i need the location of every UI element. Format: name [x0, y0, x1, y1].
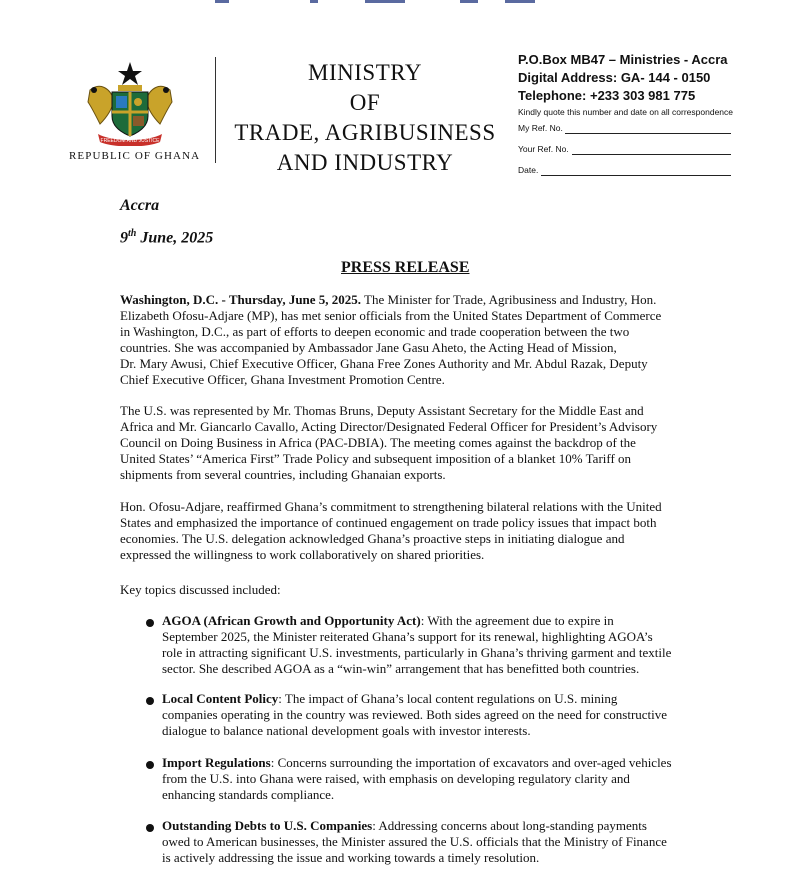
- date-suffix: th: [128, 228, 137, 239]
- text-line: in Washington, D.C., as part of efforts to deepen economic and trade cooperation between the two: [120, 324, 630, 339]
- digital-address: Digital Address: GA- 144 - 0150: [518, 70, 711, 85]
- text-line: expressed the willingness to work collaboratively on shared priorities.: [120, 547, 485, 562]
- bullet-icon: [146, 697, 154, 705]
- date-line: [541, 175, 731, 176]
- paragraph-1: [120, 292, 694, 388]
- text-line: : With the agreement due to expire in: [420, 613, 614, 628]
- bullet-icon: [146, 619, 154, 627]
- text-line: sector. She described AGOA as a “win-win” arrangement that has benefitted both countries.: [162, 661, 640, 676]
- ghana-coat-of-arms-icon: [82, 60, 178, 146]
- ministry-line: AND INDUSTRY: [276, 150, 454, 175]
- text-line: September 2025, the Minister reiterated Ghana’s support for its renewal, highlighting AGOA’s: [162, 629, 653, 644]
- key-topics-intro: Key topics discussed included:: [120, 582, 281, 597]
- text-line: Council on Doing Business in Africa (PAC-DBIA). The meeting comes against the backdrop of the: [120, 435, 636, 450]
- letter-date: [120, 228, 213, 247]
- bullet-title: AGOA (African Growth and Opportunity Act): [162, 613, 421, 628]
- text-line: Hon. Ofosu-Adjare, reaffirmed Ghana’s commitment to strengthening bilateral relations with the United: [120, 499, 662, 514]
- quote-note: Kindly quote this number and date on all correspondence: [518, 107, 734, 117]
- header-divider: [215, 57, 216, 163]
- bullet-item-local-content: [162, 691, 694, 739]
- scan-edge-marks: [215, 0, 545, 4]
- bullet-icon: [146, 761, 154, 769]
- bullet-title: Outstanding Debts to U.S. Companies: [162, 818, 373, 833]
- your-ref-label: Your Ref. No.: [518, 144, 569, 154]
- text-line: United States’ “America First” Trade Policy and subsequent imposition of a blanket 10% Tariff on: [120, 451, 632, 466]
- your-ref-line: [572, 154, 731, 155]
- republic-label: REPUBLIC OF GHANA: [69, 150, 201, 162]
- text-line: Africa and Mr. Giancarlo Cavallo, Acting Director/Designated Federal Officer for President’s Advisory: [120, 419, 658, 434]
- text-line: States and emphasized the importance of continued engagement on trade policy issues that impact both: [120, 515, 657, 530]
- text-line: Dr. Mary Awusi, Chief Executive Officer, Ghana Free Zones Authority and Mr. Abdul Razak, Deputy: [120, 356, 648, 371]
- text-line: role in attracting significant U.S. investments, particularly in Ghana’s thriving garment and textile: [162, 645, 672, 660]
- ministry-line: OF: [349, 90, 381, 115]
- text-line: : The impact of Ghana’s local content regulations on U.S. mining: [278, 691, 618, 706]
- bullet-title: Local Content Policy: [162, 691, 279, 706]
- ministry-line: TRADE, AGRIBUSINESS: [234, 120, 496, 145]
- text-line: enhancing standards compliance.: [162, 787, 335, 802]
- text-line: economies. The U.S. delegation acknowledged Ghana’s proactive steps in initiating dialogue and: [120, 531, 625, 546]
- my-ref-label: My Ref. No.: [518, 123, 563, 133]
- text-line: owed to American businesses, the Minister assured the U.S. officials that the Ministry of Finance: [162, 834, 667, 849]
- press-release-title: PRESS RELEASE: [341, 259, 470, 276]
- place: Accra: [120, 197, 160, 214]
- my-ref-line: [565, 133, 731, 134]
- contact-block: [518, 51, 750, 119]
- date-day: 9: [120, 229, 128, 247]
- dateline: Washington, D.C. - Thursday, June 5, 2025.: [120, 292, 362, 307]
- bullet-item-outstanding-debts: [162, 818, 694, 866]
- text-line: Chief Executive Officer, Ghana Investment Promotion Centre.: [120, 372, 445, 387]
- text-line: Elizabeth Ofosu-Adjare (MP), has met senior officials from the United States Department of Commerce: [120, 308, 662, 323]
- text-line: from the U.S. into Ghana were raised, with emphasis on developing regulatory clarity and: [162, 771, 630, 786]
- text-line: : Addressing concerns about long-standing payments: [372, 818, 647, 833]
- bullet-item-agoa: [162, 613, 694, 677]
- ministry-line: MINISTRY: [308, 60, 422, 85]
- text-line: The Minister for Trade, Agribusiness and Industry, Hon.: [361, 292, 657, 307]
- text-line: companies operating in the country was reviewed. Both sides agreed on the need for constructive: [162, 707, 668, 722]
- svg-text:FREEDOM AND JUSTICE: FREEDOM AND JUSTICE: [100, 138, 160, 144]
- text-line: The U.S. was represented by Mr. Thomas Bruns, Deputy Assistant Secretary for the Middle East and: [120, 403, 644, 418]
- telephone: Telephone: +233 303 981 775: [518, 88, 696, 103]
- text-line: is actively addressing the issue and working towards a timely resolution.: [162, 850, 540, 865]
- bullet-icon: [146, 824, 154, 832]
- paragraph-3: [120, 499, 694, 563]
- text-line: shipments from several countries, including Ghanaian exports.: [120, 467, 446, 482]
- text-line: dialogue to balance national development goals with investor interests.: [162, 723, 531, 738]
- paragraph-2: [120, 403, 694, 483]
- text-line: countries. She was accompanied by Ambassador Jane Gasu Aheto, the Acting Head of Mission,: [120, 340, 617, 355]
- date-rest: June, 2025: [136, 229, 214, 247]
- bullet-title: Import Regulations: [162, 755, 271, 770]
- ministry-name: [228, 58, 502, 178]
- pobox: P.O.Box MB47 – Ministries - Accra: [518, 52, 728, 67]
- bullet-item-import-regulations: [162, 755, 694, 803]
- text-line: : Concerns surrounding the importation of excavators and over-aged vehicles: [270, 755, 672, 770]
- date-label: Date.: [518, 165, 539, 175]
